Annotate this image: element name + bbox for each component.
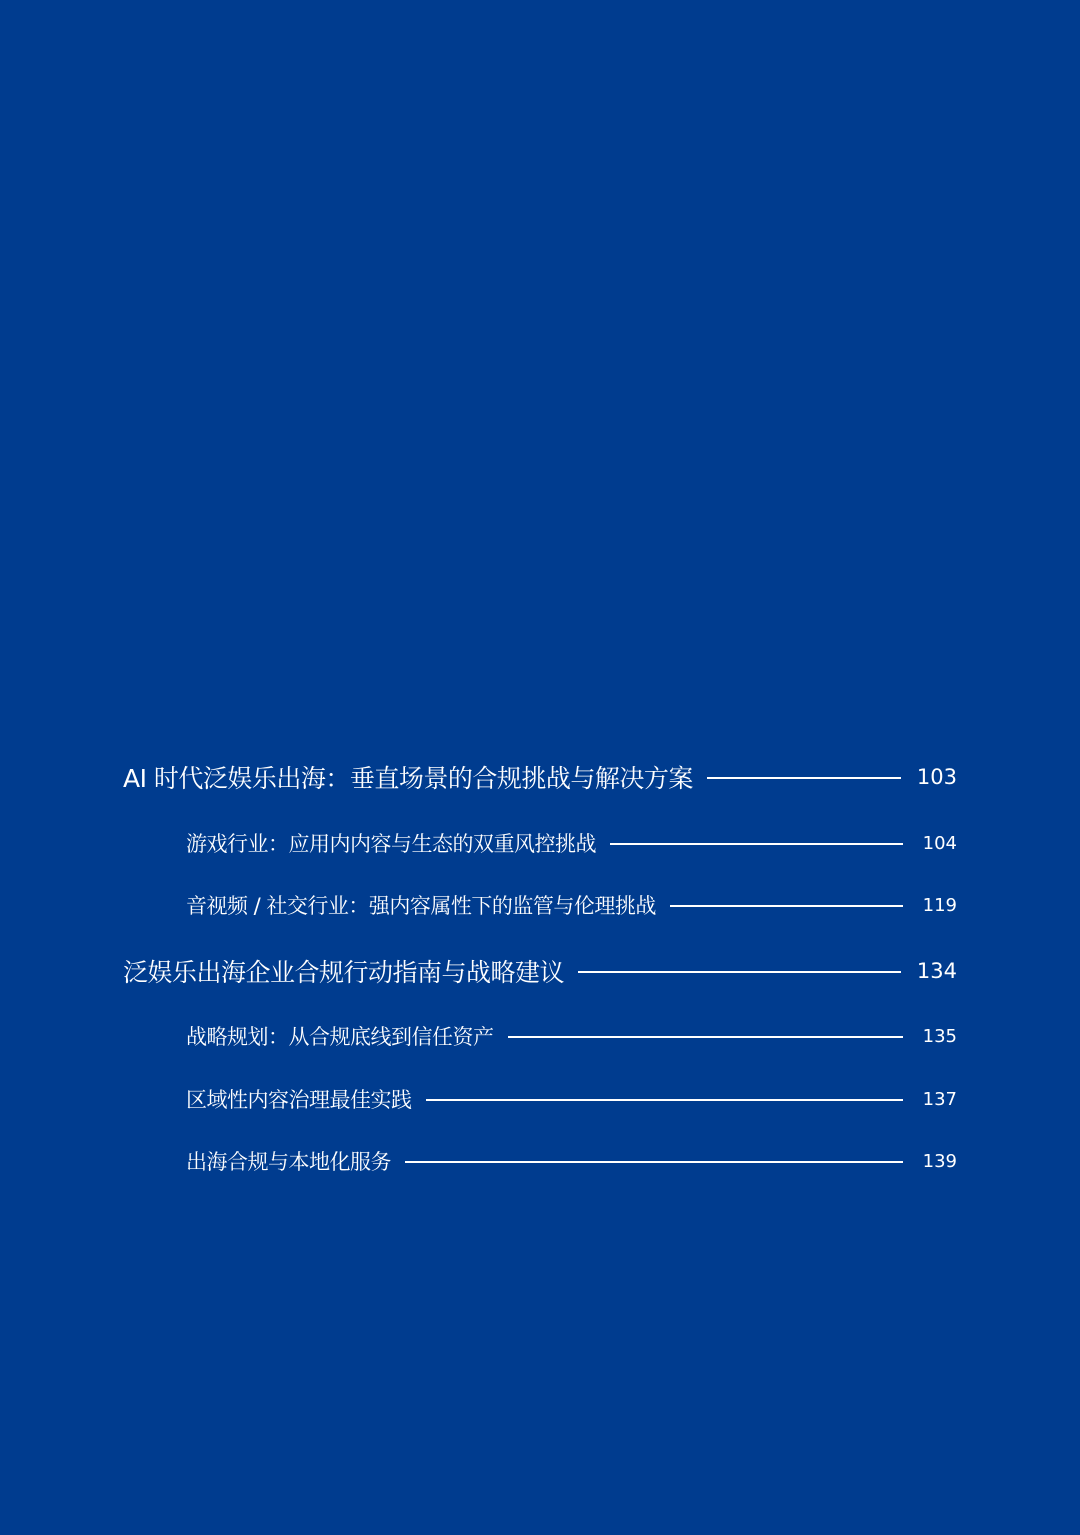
toc-entry-subsection[interactable]	[186, 825, 957, 861]
toc-page-number: 134	[916, 959, 957, 983]
toc-entry-title: AI 时代泛娱乐出海：垂直场景的合规挑战与解决方案	[123, 764, 693, 793]
toc-entry-section[interactable]	[123, 757, 957, 797]
toc-entry-title: 音视频 / 社交行业：强内容属性下的监管与伦理挑战	[186, 894, 656, 918]
toc-page-number: 119	[922, 894, 957, 916]
toc-entry-subsection[interactable]	[186, 887, 957, 923]
toc-page-number: 103	[916, 765, 957, 789]
toc-entry-subsection[interactable]	[186, 1018, 957, 1054]
toc-leader-line	[578, 971, 901, 973]
toc-leader-line	[426, 1099, 904, 1101]
toc-page-number: 135	[922, 1025, 957, 1047]
toc-entry-subsection[interactable]	[186, 1143, 957, 1179]
toc-leader-line	[610, 843, 903, 845]
toc-entry-section[interactable]	[123, 951, 957, 991]
toc-leader-line	[707, 777, 901, 779]
toc-entry-title: 战略规划：从合规底线到信任资产	[186, 1025, 494, 1049]
toc-leader-line	[508, 1036, 904, 1038]
toc-page-number: 137	[922, 1088, 957, 1110]
toc-entry-title: 出海合规与本地化服务	[186, 1150, 391, 1174]
toc-leader-line	[670, 905, 903, 907]
toc-page-number: 139	[922, 1150, 957, 1172]
toc-page-number: 104	[922, 832, 957, 854]
toc-leader-line	[405, 1161, 903, 1163]
toc-entry-title: 游戏行业：应用内内容与生态的双重风控挑战	[186, 832, 596, 856]
toc-entry-title: 泛娱乐出海企业合规行动指南与战略建议	[123, 958, 565, 987]
toc-entry-title: 区域性内容治理最佳实践	[186, 1088, 412, 1112]
toc-entry-subsection[interactable]	[186, 1081, 957, 1117]
